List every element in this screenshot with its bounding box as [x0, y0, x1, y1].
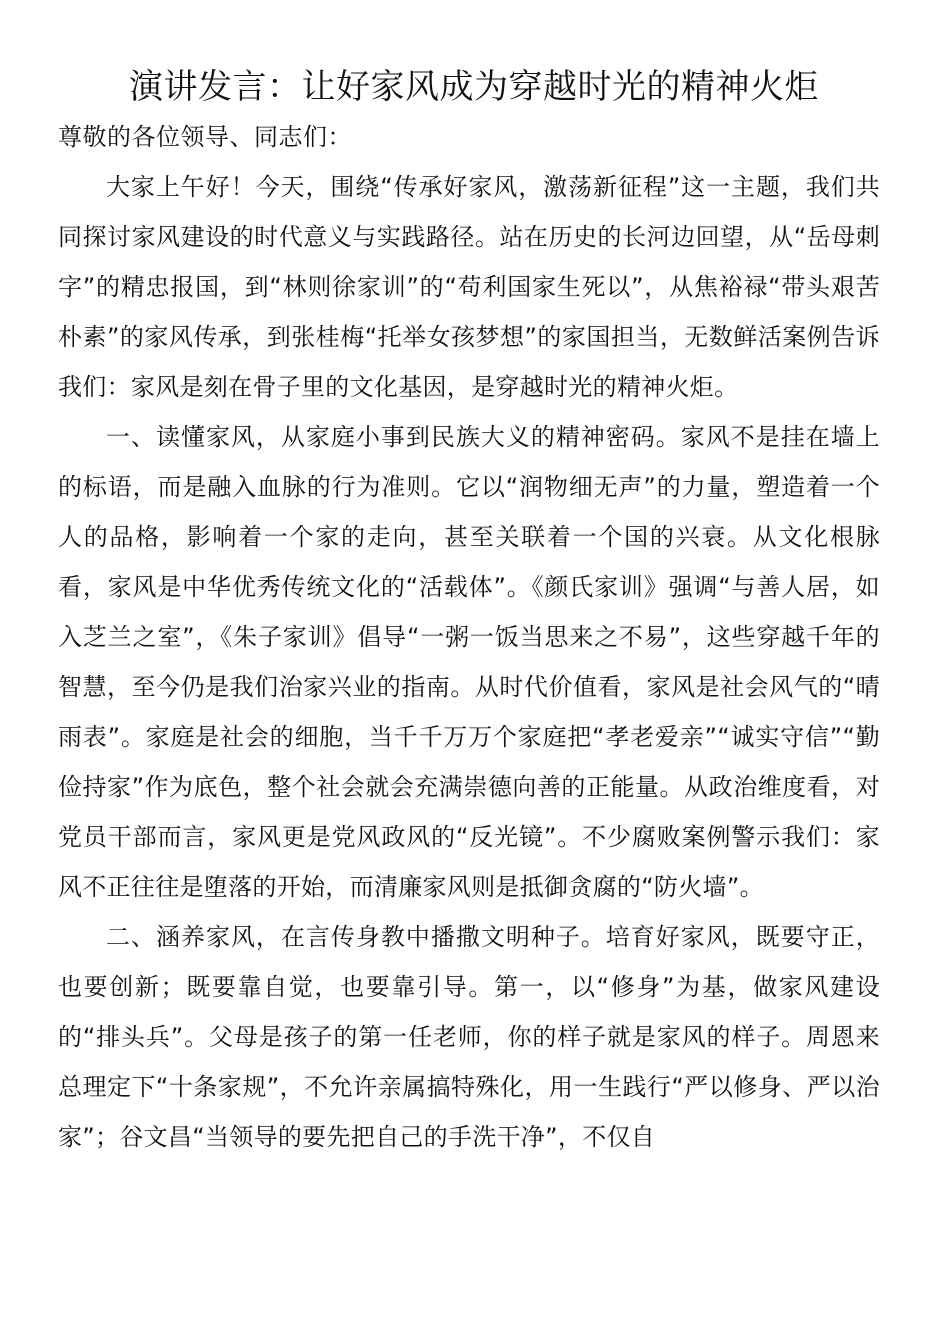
salutation: 尊敬的各位领导、同志们：: [58, 123, 352, 151]
paragraph-lead: 一、读懂家风，: [106, 423, 281, 451]
paragraph-text: 在言传身教中播撒文明种子。培育好家风，既要守正，也要创新；既要靠自觉，也要靠引导。第一，以“修身”为基，做家风建设的“排头兵”。父母是孩子的第一任老师，你的样子就是家风的样子。周恩来总理定下“十条家规”，不允许亲属搞特殊化，用一生践行“严以修身、严以治家”；谷文昌“当领导的要先把自己的手洗干净”，不仅自: [58, 923, 880, 1151]
paragraph-text: 大家上午好！今天，围绕“传承好家风，激荡新征程”这一主题，我们共同探讨家风建设的时代意义与实践路径。站在历史的长河边回望，从“岳母刺字”的精忠报国，到“林则徐家训”的“苟利国家生死以”，从焦裕禄“带头艰苦朴素”的家风传承，到张桂梅“托举女孩梦想”的家国担当，无数鲜活案例告诉我们：家风是刻在骨子里的文化基因，是穿越时光的精神火炬。: [58, 173, 880, 401]
paragraph-intro: [58, 162, 880, 412]
paragraph-lead: 二、涵养家风，: [106, 923, 281, 951]
document-title: 演讲发言：让好家风成为穿越时光的精神火炬: [129, 67, 819, 107]
paragraph-section-one: [58, 412, 880, 912]
paragraph-text: 从家庭小事到民族大义的精神密码。家风不是挂在墙上的标语，而是融入血脉的行为准则。它以“润物细无声”的力量，塑造着一个人的品格，影响着一个家的走向，甚至关联着一个国的兴衰。从文化根脉看，家风是中华优秀传统文化的“活载体”。《颜氏家训》强调“与善人居，如入芝兰之室”，《朱子家训》倡导“一粥一饭当思来之不易”，这些穿越千年的智慧，至今仍是我们治家兴业的指南。从时代价值看，家风是社会风气的“晴雨表”。家庭是社会的细胞，当千千万万个家庭把“孝老爱亲”“诚实守信”“勤俭持家”作为底色，整个社会就会充满崇德向善的正能量。从政治维度看，对党员干部而言，家风更是党风政风的“反光镜”。不少腐败案例警示我们：家风不正往往是堕落的开始，而清廉家风则是抵御贪腐的“防火墙”。: [58, 423, 880, 901]
paragraph-section-two: [58, 912, 880, 1162]
